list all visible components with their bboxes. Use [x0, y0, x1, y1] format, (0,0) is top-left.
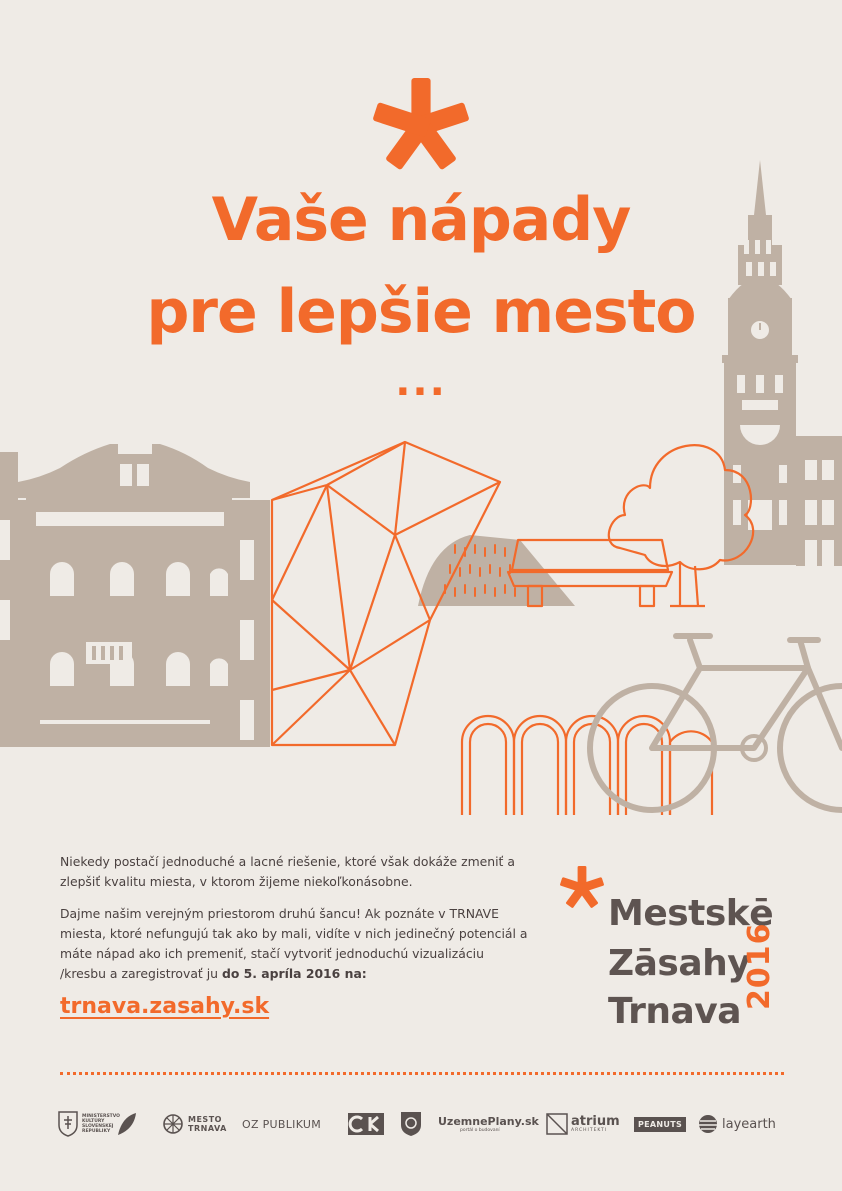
peanuts-logo: [634, 1104, 688, 1144]
layearth-name: layearth: [722, 1116, 776, 1132]
ck-logo: [348, 1104, 388, 1144]
coat-of-arms-icon: [58, 1111, 78, 1137]
atrium-tagline: ARCHITEKTI: [571, 1128, 608, 1133]
peanuts-name: PEANUTS: [634, 1117, 686, 1132]
mesto-line-2: TRNAVA: [188, 1124, 227, 1133]
partner-logos: [58, 1104, 788, 1144]
layearth-logo: [698, 1104, 788, 1144]
mesto-trnava-logo: [162, 1104, 238, 1144]
brand-year: 2016: [742, 922, 777, 1010]
dotted-divider: [60, 1072, 784, 1075]
headline-line-1: Vaše nápady: [211, 185, 631, 255]
bike-rack-icon: [462, 716, 712, 815]
ck-icon: [348, 1113, 384, 1135]
uzemneplany-tagline: portál o budovaní: [460, 1128, 500, 1133]
brand-asterisk-icon: [560, 866, 604, 910]
atrium-icon: [546, 1113, 568, 1135]
trnava-crest-logo: [400, 1104, 426, 1144]
city-illustration: [0, 160, 842, 820]
website-link[interactable]: trnava.zasahy.sk: [60, 994, 270, 1019]
historic-building-icon: [0, 444, 270, 747]
brand-line-2: Zāsahy: [608, 943, 751, 984]
ministry-logo: [58, 1104, 148, 1144]
body-text: [60, 852, 530, 996]
paragraph-2-text: Dajme našim verejným priestorom druhú šancu! Ak poznáte v TRNAVE miesta, ktoré nefungujú tak ako by mali, vidíte v nich jedinečný potenciál a máte nápad ako ich premeniť, stačí vytvoriť jednoduchú vizualizáciu /kresbu a zaregistrovať ju: [60, 906, 528, 981]
uzemneplany-name: UzemnePlany.sk: [438, 1115, 539, 1128]
crest-icon: [400, 1111, 422, 1137]
atrium-name: atrium: [571, 1114, 620, 1129]
ministry-name: MINISTERSTVO KULTÚRY SLOVENSKEJ REPUBLIKY: [82, 1114, 120, 1134]
leaf-icon: [116, 1111, 138, 1137]
globe-icon: [698, 1114, 718, 1134]
atrium-logo: [546, 1104, 628, 1144]
brand-line-1: Mestskē: [608, 893, 774, 934]
headline-line-2: pre lepšie mesto: [146, 277, 696, 347]
paragraph-1: Niekedy postačí jednoduché a lacné riešenie, ktoré však dokáže zmeniť a zlepšiť kvalitu miesta, v ktorom žijeme niekoľkonásobne.: [60, 854, 515, 889]
paragraph-2: [60, 904, 530, 984]
deadline-text: do 5. apríla 2016 na:: [221, 966, 367, 981]
brand-block: [560, 860, 800, 1040]
ozpublikum-logo: OZ PUBLIKUM: [242, 1117, 322, 1131]
mesto-line-1: MESTO: [188, 1115, 222, 1124]
uzemneplany-logo: [438, 1104, 538, 1144]
wheel-icon: [162, 1113, 184, 1135]
headline-ellipsis: ...: [395, 359, 447, 405]
brand-line-3: Trnava: [608, 991, 742, 1032]
